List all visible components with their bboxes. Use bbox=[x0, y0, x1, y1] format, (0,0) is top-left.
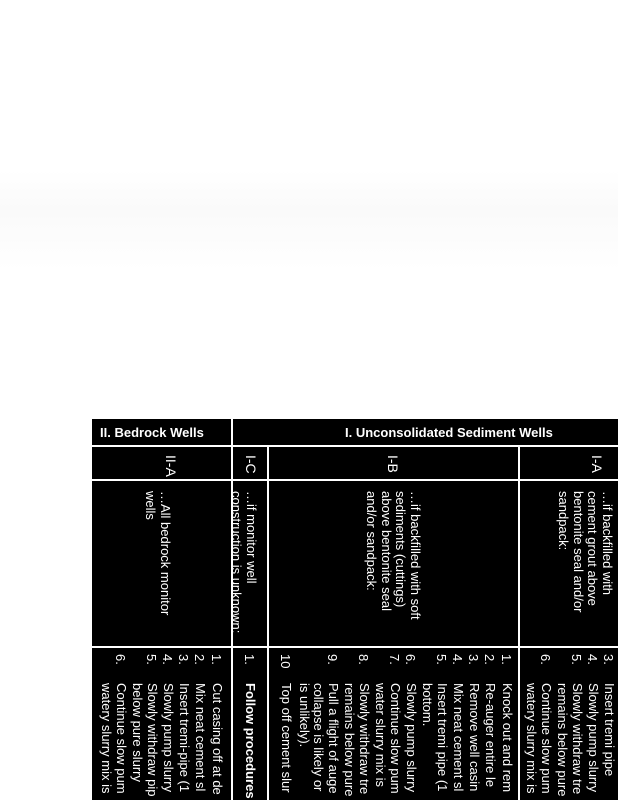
ib-column-divider bbox=[518, 445, 520, 800]
step-text bbox=[451, 683, 466, 791]
step-text bbox=[524, 683, 553, 794]
step-number: 6. bbox=[538, 654, 553, 665]
step-text bbox=[99, 683, 128, 794]
step-line: Slowly withdraw pip bbox=[145, 683, 160, 797]
condition-line: sandpack: bbox=[556, 491, 572, 551]
step-line: below pure slurry bbox=[130, 683, 146, 782]
table-top-border bbox=[90, 417, 618, 419]
step-number: 4. bbox=[160, 654, 175, 665]
condition-line: above bentonite seal bbox=[379, 491, 394, 611]
code-ii-a: II-A bbox=[163, 455, 179, 477]
condition-row-divider bbox=[90, 646, 618, 648]
step-number: 6. bbox=[113, 654, 128, 665]
step-line: Insert tremi-pipe (1 bbox=[177, 683, 192, 793]
step-text bbox=[467, 683, 482, 791]
step-line: Continue slow pum bbox=[388, 683, 403, 794]
condition-line: …All bedrock monitor bbox=[158, 491, 173, 616]
step-number: 3. bbox=[466, 654, 481, 665]
condition-line: …if backfilled with bbox=[600, 491, 615, 596]
step-text bbox=[404, 683, 419, 792]
step-line: Slowly withdraw tre bbox=[357, 683, 372, 795]
step-line: Insert tremi pipe (1 bbox=[435, 683, 450, 792]
step-text bbox=[586, 683, 601, 792]
step-number: 5. bbox=[569, 654, 584, 665]
step-line: Follow procedures bbox=[243, 683, 258, 799]
step-line: Cut casing off at de bbox=[210, 683, 225, 795]
step-number: 5. bbox=[434, 654, 449, 665]
step-text bbox=[373, 683, 402, 794]
step-line: water slurry mix is bbox=[373, 683, 389, 788]
condition-line: wells bbox=[143, 491, 159, 520]
bedrock-wells-header: II. Bedrock Wells bbox=[100, 425, 204, 440]
step-number: 6. bbox=[403, 654, 418, 665]
step-number: 5. bbox=[144, 654, 159, 665]
step-number: 2. bbox=[482, 654, 497, 665]
condition-i-b bbox=[364, 491, 422, 620]
step-number: 1. bbox=[209, 654, 224, 665]
step-number: 4. bbox=[450, 654, 465, 665]
step-line: Continue slow pum bbox=[539, 683, 554, 794]
step-line: remains below pure bbox=[342, 683, 358, 797]
condition-line: …if monitor well bbox=[244, 491, 259, 584]
table-left-border bbox=[90, 417, 92, 800]
step-text bbox=[243, 683, 258, 799]
header-row-divider bbox=[90, 445, 618, 447]
condition-ii-a bbox=[143, 491, 172, 615]
step-line: is unlikely). bbox=[297, 683, 312, 748]
step-line: bottom. bbox=[420, 683, 436, 727]
step-line: remains below pure bbox=[555, 683, 571, 797]
step-number: 1. bbox=[242, 654, 257, 665]
condition-i-c bbox=[229, 491, 258, 633]
code-i-b: I-B bbox=[385, 455, 401, 473]
step-number: 7. bbox=[387, 654, 402, 665]
step-text bbox=[342, 683, 371, 796]
step-text bbox=[297, 683, 341, 794]
step-line: watery slurry mix is bbox=[524, 683, 540, 794]
condition-line: sediments (cuttings) bbox=[393, 491, 409, 608]
step-text bbox=[161, 683, 176, 792]
step-number: 1. bbox=[499, 654, 514, 665]
step-line: Top off cement slur bbox=[279, 683, 294, 793]
step-text bbox=[555, 683, 584, 796]
step-line: Mix neat cement sl bbox=[451, 683, 466, 792]
step-number: 8. bbox=[356, 654, 371, 665]
step-line: watery slurry mix is bbox=[99, 683, 115, 794]
step-text bbox=[210, 683, 225, 795]
scan-background-haze bbox=[0, 170, 618, 270]
step-line: collapse is likely or bbox=[311, 683, 327, 792]
code-i-a: I-A bbox=[589, 455, 605, 473]
step-line: Slowly pump slurry bbox=[404, 683, 419, 793]
condition-i-a bbox=[556, 491, 614, 612]
step-line: Re-auger entire le bbox=[483, 683, 498, 788]
step-line: Insert tremi pipe bbox=[602, 683, 617, 777]
condition-line: cement grout above bbox=[585, 491, 601, 606]
well-abandonment-table bbox=[90, 417, 618, 800]
step-text bbox=[279, 683, 294, 793]
step-line: Slowly pump slurry bbox=[586, 683, 601, 793]
step-text bbox=[193, 683, 208, 791]
ic-column-divider bbox=[267, 445, 269, 800]
step-number: 9. bbox=[325, 654, 340, 665]
condition-line: bentonite seal and/or bbox=[571, 491, 586, 613]
step-number: 4. bbox=[585, 654, 600, 665]
condition-line: …if backfilled with soft bbox=[408, 491, 423, 620]
step-text bbox=[177, 683, 192, 792]
step-text bbox=[602, 683, 617, 776]
step-line: Remove well casin bbox=[467, 683, 482, 792]
step-line: Slowly withdraw tre bbox=[570, 683, 585, 795]
step-number: 3. bbox=[176, 654, 191, 665]
step-text bbox=[130, 683, 159, 796]
unconsolidated-wells-header: I. Unconsolidated Sediment Wells bbox=[345, 425, 553, 440]
step-text bbox=[483, 683, 498, 787]
condition-line: and/or sandpack: bbox=[364, 491, 380, 591]
step-line: Slowly pump slurry bbox=[161, 683, 176, 793]
code-i-c: I-C bbox=[243, 455, 259, 474]
step-number: 3. bbox=[601, 654, 616, 665]
step-text bbox=[420, 683, 449, 791]
step-line: Pull a flight of auge bbox=[326, 683, 341, 794]
step-number: 10 bbox=[278, 654, 293, 669]
step-line: Continue slow pum bbox=[114, 683, 129, 794]
step-text bbox=[500, 683, 515, 792]
step-number: 2. bbox=[192, 654, 207, 665]
step-line: Mix neat cement sl bbox=[193, 683, 208, 792]
condition-line: construction is unknown: bbox=[229, 491, 245, 634]
code-row-divider bbox=[90, 479, 618, 481]
step-line: Knock out and rem bbox=[500, 683, 515, 793]
